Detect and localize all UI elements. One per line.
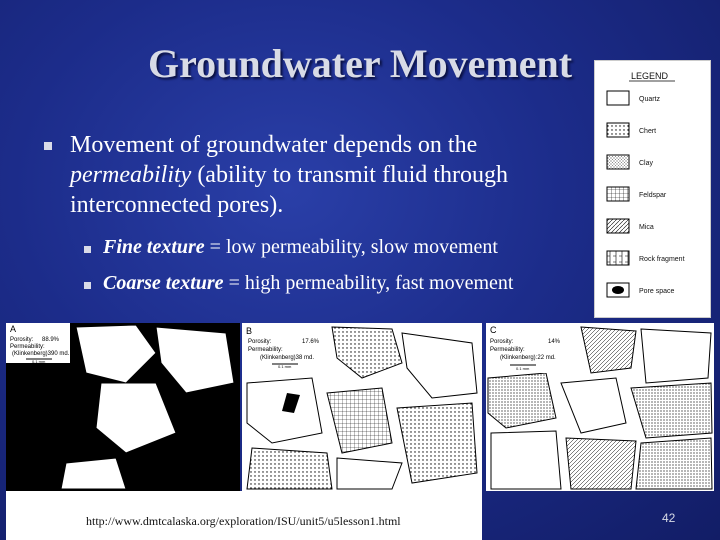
sub-bullet-marker xyxy=(84,282,91,289)
legend-title: LEGEND xyxy=(631,71,669,81)
bullet-term-permeability: permeability xyxy=(70,162,192,188)
legend-item-clay: Clay xyxy=(639,160,654,167)
legend-swatch-mica xyxy=(607,219,629,233)
sub-bullet-coarse xyxy=(103,272,513,295)
legend-swatch-clay xyxy=(607,155,629,169)
panel-c-porosity-value: 14% xyxy=(548,339,561,345)
thin-section-panel-c xyxy=(486,323,714,491)
legend-item-chert: Chert xyxy=(639,128,657,135)
panel-c-perm-value: (Klinkenberg):22 md. xyxy=(500,355,556,361)
panel-c-perm-label: Permeability: xyxy=(490,347,525,353)
bullet-line-1: Movement of groundwater depends on the xyxy=(70,132,478,158)
thin-section-panel-a xyxy=(6,323,240,491)
sub-bullet-fine xyxy=(103,236,498,259)
panel-a-porosity-label: Porosity: xyxy=(10,337,34,343)
legend-box xyxy=(594,60,711,318)
legend-swatch-feldspar xyxy=(607,187,629,201)
bullet-marker xyxy=(44,142,52,150)
panel-b-letter: B xyxy=(246,326,253,336)
legend-item-rock-fragment: Rock fragment xyxy=(639,256,685,263)
bullet-line-2: (ability to transmit fluid through xyxy=(191,162,508,188)
slide-title: Groundwater Movement xyxy=(147,41,573,86)
panel-a-porosity-value: 88.9% xyxy=(42,337,60,343)
sub-term-coarse: Coarse texture xyxy=(103,272,224,294)
sub-rest-fine: = low permeability, slow movement xyxy=(204,236,498,258)
panel-a-perm-value: (Klinkenberg)390 md. xyxy=(12,351,70,357)
sub-term-fine: Fine texture xyxy=(103,236,205,258)
panel-a-letter: A xyxy=(10,324,17,334)
thin-section-panel-b xyxy=(242,323,482,491)
panel-a-perm-label: Permeability: xyxy=(10,344,45,350)
legend-item-pore-space: Pore space xyxy=(639,288,675,295)
page-number: 42 xyxy=(662,511,676,525)
sub-bullet-marker xyxy=(84,246,91,253)
legend-swatch-quartz xyxy=(607,91,629,105)
legend-item-feldspar: Feldspar xyxy=(639,192,667,199)
legend-item-quartz: Quartz xyxy=(639,96,661,103)
bullet-line-3: interconnected pores). xyxy=(70,192,284,218)
panel-b-porosity-label: Porosity: xyxy=(248,339,272,345)
panel-c-scale: 0.1 mm xyxy=(516,366,530,371)
legend-item-mica: Mica xyxy=(639,224,654,231)
panel-b-porosity-value: 17.6% xyxy=(302,339,320,345)
panel-b-scale: 0.1 mm xyxy=(278,364,292,369)
panel-c-porosity-label: Porosity: xyxy=(490,339,514,345)
sub-rest-coarse: = high permeability, fast movement xyxy=(223,272,514,294)
panel-b-perm-value: (Klinkenberg)38 md. xyxy=(260,355,315,361)
panel-c-letter: C xyxy=(490,325,497,335)
panel-b-perm-label: Permeability: xyxy=(248,347,283,353)
main-bullet-text xyxy=(70,130,630,220)
panel-a-scale: 0.1 mm xyxy=(32,359,46,364)
source-url[interactable]: http://www.dmtcalaska.org/exploration/ISU/unit5/u5lesson1.html xyxy=(86,514,401,528)
legend-swatch-rock-fragment xyxy=(607,251,629,265)
legend-swatch-chert xyxy=(607,123,629,137)
